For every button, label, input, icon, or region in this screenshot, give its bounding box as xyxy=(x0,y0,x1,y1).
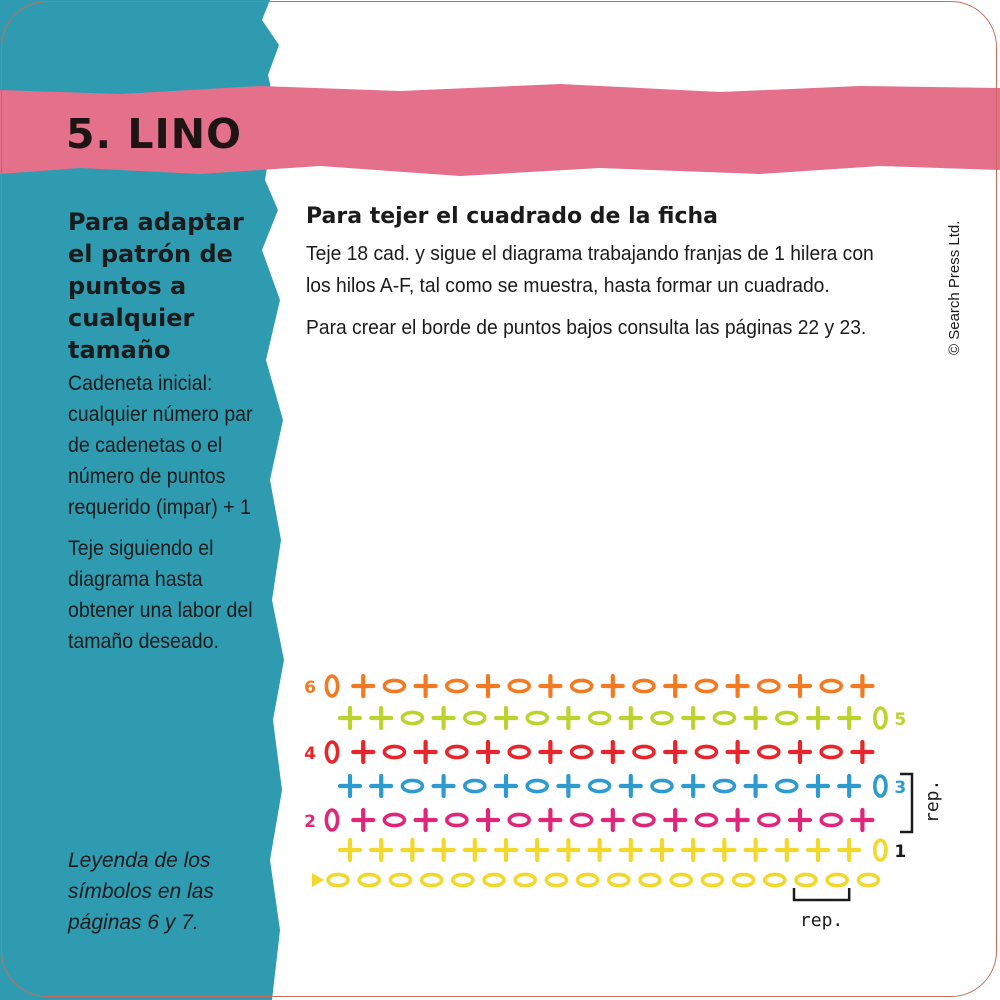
single-crochet-symbol xyxy=(665,676,685,696)
chain-symbol xyxy=(734,874,754,885)
chain-symbol xyxy=(634,814,654,825)
single-crochet-symbol xyxy=(371,708,391,728)
chain-symbol xyxy=(384,746,404,757)
chain-symbol xyxy=(858,874,878,885)
single-crochet-symbol xyxy=(558,776,578,796)
single-crochet-symbol xyxy=(665,810,685,830)
chain-symbol xyxy=(652,712,672,723)
single-crochet-symbol xyxy=(621,776,641,796)
chain-symbol xyxy=(447,680,467,691)
single-crochet-symbol xyxy=(683,708,703,728)
chain-symbol xyxy=(796,874,816,885)
chain-symbol xyxy=(714,712,734,723)
main-paragraph-border: Para crear el borde de puntos bajos consulta las páginas 22 y 23. xyxy=(306,316,867,339)
single-crochet-symbol xyxy=(590,840,610,860)
row-number-label: 3 xyxy=(894,778,907,798)
turning-chain-symbol xyxy=(875,840,886,860)
chain-symbol xyxy=(359,874,379,885)
single-crochet-symbol xyxy=(790,676,810,696)
single-crochet-symbol xyxy=(714,840,734,860)
single-crochet-symbol xyxy=(434,776,454,796)
single-crochet-symbol xyxy=(371,776,391,796)
row-number-label: 6 xyxy=(304,678,316,698)
single-crochet-symbol xyxy=(340,708,360,728)
chain-symbol xyxy=(590,780,610,791)
row-number-label: 4 xyxy=(304,744,316,764)
chain-symbol xyxy=(447,814,467,825)
single-crochet-symbol xyxy=(478,810,498,830)
turning-chain-symbol xyxy=(326,676,337,696)
single-crochet-symbol xyxy=(728,810,748,830)
copyright-notice: © Search Press Ltd. xyxy=(946,220,963,355)
row-number-label: 5 xyxy=(894,710,907,730)
chain-symbol xyxy=(572,746,592,757)
single-crochet-symbol xyxy=(621,840,641,860)
single-crochet-symbol xyxy=(728,676,748,696)
turning-chain-symbol xyxy=(326,742,337,762)
sidebar-paragraph-follow-diagram: Teje siguiendo el diagrama hasta obtener una labor del tamaño deseado. xyxy=(68,537,253,653)
chain-symbol xyxy=(759,680,779,691)
chain-symbol xyxy=(827,874,847,885)
single-crochet-symbol xyxy=(340,840,360,860)
single-crochet-symbol xyxy=(416,810,436,830)
single-crochet-symbol xyxy=(839,776,859,796)
chain-symbol xyxy=(765,874,785,885)
chain-symbol xyxy=(465,780,485,791)
single-crochet-symbol xyxy=(465,840,485,860)
chain-symbol xyxy=(422,874,442,885)
chain-symbol xyxy=(696,814,716,825)
chain-symbol xyxy=(714,780,734,791)
chain-symbol xyxy=(402,780,422,791)
main-heading: Para tejer el cuadrado de la ficha xyxy=(306,204,719,229)
single-crochet-symbol xyxy=(683,840,703,860)
chain-symbol xyxy=(546,874,566,885)
chain-symbol xyxy=(821,746,841,757)
chain-symbol xyxy=(465,712,485,723)
single-crochet-symbol xyxy=(808,840,828,860)
chain-symbol xyxy=(821,680,841,691)
single-crochet-symbol xyxy=(603,676,623,696)
chain-symbol xyxy=(702,874,722,885)
single-crochet-symbol xyxy=(790,810,810,830)
single-crochet-symbol xyxy=(839,708,859,728)
legend-note: Leyenda de los símbolos en las páginas 6 y 7. xyxy=(68,849,214,934)
chain-symbol xyxy=(572,814,592,825)
single-crochet-symbol xyxy=(808,776,828,796)
single-crochet-symbol xyxy=(790,742,810,762)
single-crochet-symbol xyxy=(603,742,623,762)
chain-symbol xyxy=(509,814,529,825)
single-crochet-symbol xyxy=(496,840,516,860)
chain-symbol xyxy=(759,814,779,825)
single-crochet-symbol xyxy=(852,810,872,830)
start-arrow-symbol xyxy=(312,873,324,887)
single-crochet-symbol xyxy=(434,708,454,728)
single-crochet-symbol xyxy=(496,776,516,796)
single-crochet-symbol xyxy=(683,776,703,796)
single-crochet-symbol xyxy=(852,742,872,762)
single-crochet-symbol xyxy=(746,840,766,860)
main-paragraph-instructions: Teje 18 cad. y sigue el diagrama trabajando franjas de 1 hilera con los hilos A-F, tal como se muestra, hasta formar un cuadrado. xyxy=(306,242,874,297)
single-crochet-symbol xyxy=(746,708,766,728)
single-crochet-symbol xyxy=(540,810,560,830)
turning-chain-symbol xyxy=(875,708,886,728)
chain-symbol xyxy=(821,814,841,825)
single-crochet-symbol xyxy=(603,810,623,830)
page-title: 5. LINO xyxy=(66,110,242,158)
chain-symbol xyxy=(634,680,654,691)
chain-symbol xyxy=(590,712,610,723)
row-number-label: 1 xyxy=(894,842,907,862)
single-crochet-symbol xyxy=(777,840,797,860)
single-crochet-symbol xyxy=(839,840,859,860)
single-crochet-symbol xyxy=(416,676,436,696)
turning-chain-symbol xyxy=(875,776,886,796)
chain-symbol xyxy=(527,712,547,723)
single-crochet-symbol xyxy=(728,742,748,762)
stitch-repeat-bracket xyxy=(794,888,849,900)
single-crochet-symbol xyxy=(540,676,560,696)
single-crochet-symbol xyxy=(558,708,578,728)
single-crochet-symbol xyxy=(340,776,360,796)
chain-symbol xyxy=(402,712,422,723)
single-crochet-symbol xyxy=(527,840,547,860)
single-crochet-symbol xyxy=(434,840,454,860)
chain-symbol xyxy=(652,780,672,791)
chain-symbol xyxy=(671,874,691,885)
single-crochet-symbol xyxy=(478,676,498,696)
chain-symbol xyxy=(777,712,797,723)
stitch-repeat-label: rep. xyxy=(799,910,844,931)
chain-symbol xyxy=(572,680,592,691)
single-crochet-symbol xyxy=(621,708,641,728)
row-repeat-label: rep. xyxy=(922,779,943,823)
chain-symbol xyxy=(509,746,529,757)
single-crochet-symbol xyxy=(652,840,672,860)
chain-symbol xyxy=(515,874,535,885)
chain-symbol xyxy=(509,680,529,691)
single-crochet-symbol xyxy=(353,742,373,762)
chain-symbol xyxy=(609,874,629,885)
chain-symbol xyxy=(447,746,467,757)
chain-symbol xyxy=(328,874,348,885)
chain-symbol xyxy=(640,874,660,885)
chain-symbol xyxy=(527,780,547,791)
chain-symbol xyxy=(777,780,797,791)
single-crochet-symbol xyxy=(416,742,436,762)
sidebar-heading: Para adaptar el patrón de puntos a cualquier tamaño xyxy=(68,208,244,364)
single-crochet-symbol xyxy=(353,676,373,696)
single-crochet-symbol xyxy=(808,708,828,728)
single-crochet-symbol xyxy=(353,810,373,830)
single-crochet-symbol xyxy=(665,742,685,762)
chain-symbol xyxy=(390,874,410,885)
single-crochet-symbol xyxy=(852,676,872,696)
single-crochet-symbol xyxy=(402,840,422,860)
single-crochet-symbol xyxy=(540,742,560,762)
chain-symbol xyxy=(484,874,504,885)
single-crochet-symbol xyxy=(558,840,578,860)
chain-symbol xyxy=(759,746,779,757)
turning-chain-symbol xyxy=(326,810,337,830)
chain-symbol xyxy=(578,874,598,885)
chain-symbol xyxy=(384,814,404,825)
row-number-label: 2 xyxy=(304,812,316,832)
single-crochet-symbol xyxy=(478,742,498,762)
single-crochet-symbol xyxy=(496,708,516,728)
chain-symbol xyxy=(453,874,473,885)
chain-symbol xyxy=(634,746,654,757)
chain-symbol xyxy=(384,680,404,691)
chain-symbol xyxy=(696,746,716,757)
single-crochet-symbol xyxy=(746,776,766,796)
single-crochet-symbol xyxy=(371,840,391,860)
chain-symbol xyxy=(696,680,716,691)
sidebar-paragraph-start-chain: Cadeneta inicial: cualquier número par de cadenetas o el número de puntos requerido (impar) + 1 xyxy=(68,372,253,519)
